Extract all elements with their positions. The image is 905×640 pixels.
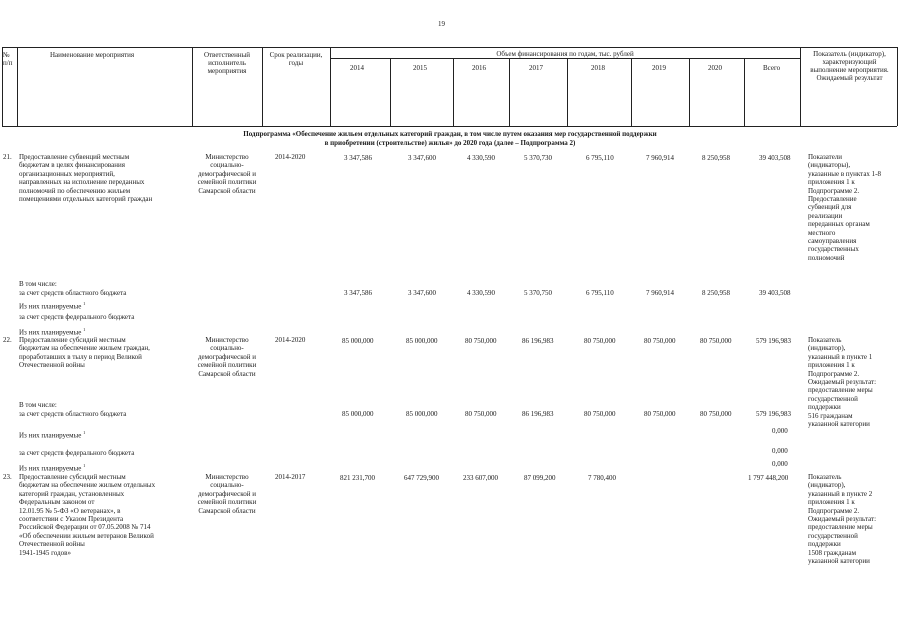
sub-value-2020: 80 750,000 [700, 410, 732, 418]
row-executor: Министерство социально- демографической и семейной политики Самарской области [197, 153, 257, 195]
value-2018: 80 750,000 [584, 337, 616, 345]
row-number: 21. [3, 153, 12, 161]
value-2016: 4 330,590 [467, 154, 495, 162]
value-2018: 7 780,400 [588, 474, 616, 482]
subprogram-title-line1: Подпрограмма «Обеспечение жильем отдельных категорий граждан, в том числе путем оказания мер государственной поддержки [243, 130, 657, 138]
header-year-2019: 2019 [652, 64, 666, 72]
sub-value-total: 579 196,983 [756, 410, 791, 418]
sub-value-2020: 8 250,958 [702, 289, 730, 297]
header-col-indicator: Показатель (индикатор), характеризующий выполнение мероприятия. Ожидаемый результат [810, 50, 889, 82]
value-2015: 647 729,900 [404, 474, 439, 482]
page-number: 19 [438, 20, 445, 28]
subline-planned: Из них планируемые $^1$ [19, 327, 86, 337]
value-2020: 8 250,958 [702, 154, 730, 162]
budget-sub-line [330, 58, 800, 59]
sub-value-2017: 5 370,750 [524, 289, 552, 297]
row-indicator: Показатель (индикатор), указанный в пункте 2 приложения 1 к Подпрограмме 2. Ожидаемый результат: предоставление меры государственной поддержки 1508 гражданам указанной категории [808, 473, 877, 566]
value-total: 1 797 448,200 [748, 474, 789, 482]
row-number: 23. [3, 473, 12, 481]
row-indicator: Показатель (индикатор), указанный в пункте 1 приложения 1 к Подпрограмме 2. Ожидаемый результат: предоставление меры государственной поддержки 516 гражданам указанной категории [808, 336, 877, 429]
value-2017: 86 196,983 [522, 337, 554, 345]
value-total: 39 403,508 [759, 154, 791, 162]
header-col-exec: Ответственный исполнитель мероприятия [203, 51, 251, 75]
sub-value-total: 39 403,508 [759, 289, 791, 297]
header-bottom-line [2, 126, 897, 127]
header-year-2016: 2016 [472, 64, 486, 72]
sub-value-2014: 3 347,586 [344, 289, 372, 297]
row-name: Предоставление субсидий местным бюджетам на обеспечение жильем отдельных категорий граждан, установленных Федеральным законом от 12.01.95 № 5-ФЗ «О ветеранах», в соответствии с Указом Президента Российской Федерации от 07.05.2008 № 714 «Об обеспечении жильем ветеранов Великой Отечественной войны 1941-1945 годов» [19, 473, 156, 557]
subline-regional: за счет средств областного бюджета [19, 410, 127, 418]
subline-federal: за счет средств федерального бюджета [19, 313, 135, 321]
value-2015: 3 347,600 [408, 154, 436, 162]
sub-header: В том числе: [19, 280, 57, 288]
value-2019: 7 960,914 [646, 154, 674, 162]
sub-value-2014: 85 000,000 [342, 410, 374, 418]
value-2020: 80 750,000 [700, 337, 732, 345]
value-2014: 821 231,700 [340, 474, 375, 482]
row-term: 2014-2017 [275, 473, 306, 481]
row-executor: Министерство социально- демографической и семейной политики Самарской области [197, 473, 257, 515]
subline-regional: за счет средств областного бюджета [19, 289, 127, 297]
value-2018: 6 795,110 [586, 154, 614, 162]
row-indicator: Показатели (индикаторы), указанные в пунктах 1-8 приложения 1 к Подпрограмме 2. Предоставление субвенций для реализации переданных органам местного самоуправления государственных полномочий [808, 153, 882, 262]
sub-header: В том числе: [19, 401, 57, 409]
value-2017: 5 370,730 [524, 154, 552, 162]
value-2014: 85 000,000 [342, 337, 374, 345]
row-name: Предоставление субвенций местным бюджетам в целях финансирования организационных мероприятий, направленных на исполнение переданных полномочий по обеспечению жильем помещениями отдельных категорий граждан [19, 153, 153, 204]
row-number: 22. [3, 336, 12, 344]
sub-value-2017: 86 196,983 [522, 410, 554, 418]
header-col-name: Наименование мероприятия [50, 51, 135, 59]
header-top-line [2, 47, 897, 48]
subline-planned: Из них планируемые $^1$ [19, 301, 86, 311]
value-2017: 87 099,200 [524, 474, 556, 482]
sub-value-total: 0,000 [772, 447, 788, 455]
row-name: Предоставление субсидий местным бюджетам на обеспечение жильем граждан, проработавших в тылу в период Великой Отечественной войны [19, 336, 150, 370]
header-year-2020: 2020 [708, 64, 722, 72]
sub-value-2015: 85 000,000 [406, 410, 438, 418]
sub-value-2016: 80 750,000 [465, 410, 497, 418]
header-year-2014: 2014 [350, 64, 364, 72]
value-2016: 233 607,000 [463, 474, 498, 482]
sub-value-2015: 3 347,600 [408, 289, 436, 297]
value-2019: 80 750,000 [644, 337, 676, 345]
header-year-2018: 2018 [591, 64, 605, 72]
header-col-term: Срок реализации, годы [269, 51, 323, 67]
header-col-no: № п/п [3, 51, 13, 67]
header-col-budget: Объем финансирования по годам, тыс. рублей [496, 50, 634, 58]
row-term: 2014-2020 [275, 336, 306, 344]
value-2016: 80 750,000 [465, 337, 497, 345]
header-year-2017: 2017 [529, 64, 543, 72]
row-term: 2014-2020 [275, 153, 306, 161]
value-2014: 3 347,586 [344, 154, 372, 162]
sub-value-2018: 80 750,000 [584, 410, 616, 418]
row-executor: Министерство социально- демографической и семейной политики Самарской области [197, 336, 257, 378]
sub-value-2019: 7 960,914 [646, 289, 674, 297]
subline-planned: Из них планируемые $^1$ [19, 463, 86, 473]
subline-planned: Из них планируемые $^1$ [19, 430, 86, 440]
header-year-2015: 2015 [413, 64, 427, 72]
header-total: Всего [763, 64, 781, 72]
sub-value-2019: 80 750,000 [644, 410, 676, 418]
value-total: 579 196,983 [756, 337, 791, 345]
subprogram-title-line2: в приобретении (строительстве) жилья» до 2020 года (далее – Подпрограмма 2) [324, 139, 576, 147]
sub-value-2018: 6 795,110 [586, 289, 614, 297]
sub-value-2016: 4 330,590 [467, 289, 495, 297]
value-2015: 85 000,000 [406, 337, 438, 345]
subline-federal: за счет средств федерального бюджета [19, 449, 135, 457]
sub-value-total: 0,000 [772, 427, 788, 435]
sub-value-total: 0,000 [772, 460, 788, 468]
